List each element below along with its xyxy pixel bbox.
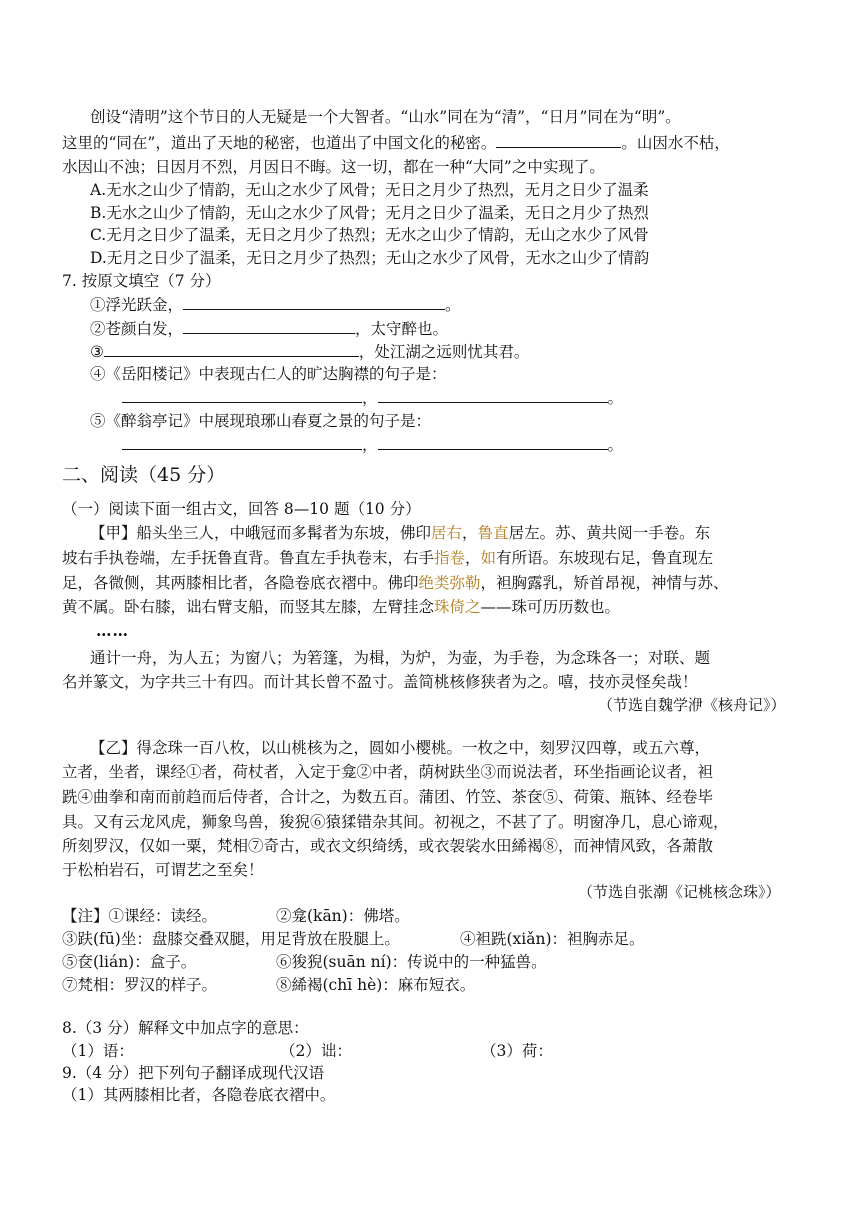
yi-source: （节选自张潮《记桃核念珠》）: [578, 883, 781, 901]
q6-option-c[interactable]: C.无月之日少了温柔，无日之月少了热烈；无水之山少了情韵，无山之水少了风骨: [90, 226, 649, 244]
q7-item-1-text: ①浮光跃金，: [90, 296, 184, 314]
reading-1-intro: （一）阅读下面一组古文，回答 8—10 题（10 分）: [62, 500, 421, 518]
q9-title: 9.（4 分）把下列句子翻译成现代汉语: [62, 1064, 325, 1082]
q6-para-line-1: 创设“清明”这个节日的人无疑是一个大智者。“山水”同在为“清”，“日月”同在为“明”。: [90, 108, 681, 126]
q7-blank-1[interactable]: [183, 294, 445, 310]
jia-text: ，袒胸露乳，矫首昂视，神情与苏、: [480, 574, 729, 592]
q7-blank-3[interactable]: [104, 341, 359, 357]
section-2-title: 二、阅读（45 分）: [62, 464, 226, 486]
q8-sub-1[interactable]: （1）语：: [62, 1042, 134, 1060]
note-6: ⑥狻猊(suān ní)：传说中的一种猛兽。: [276, 953, 547, 971]
q6-option-d[interactable]: D.无月之日少了温柔，无日之月少了热烈；无山之水少了风骨，无水之山少了情韵: [90, 249, 650, 267]
yi-line-3: 跣④曲拳和南而前趋而后侍者，合计之，为数五百。蒲团、竹笠、茶奁⑤、荷策、瓶钵、经卷毕: [62, 788, 714, 806]
jia-text: 有所语。东坡现右足，鲁直现左: [496, 549, 714, 567]
q8-title: 8.（3 分）解释文中加点字的意思：: [62, 1019, 309, 1037]
jia-line-3: [62, 573, 729, 593]
q7-item-1-end: 。: [445, 296, 461, 314]
yi-line-2: 立者，坐者，课经①者，荷杖者，入定于龛②中者，荫树趺坐③而说法者，环坐指画论议者，袒: [62, 763, 714, 781]
jia-highlight: 如: [480, 549, 497, 567]
jia-highlight: 珠倚之: [434, 598, 481, 616]
note-8: ⑧絺褐(chī hè)：麻布短衣。: [276, 976, 476, 994]
jia-text: 坡右手执卷端，左手抚鲁直背。鲁直左手执卷末，右手: [62, 549, 435, 567]
q7-item-2: [90, 318, 448, 339]
q8-sub-2[interactable]: （2）诎：: [280, 1042, 352, 1060]
jia-text: 足，各微侧，其两膝相比者，各隐卷底衣褶中。佛印: [62, 574, 419, 592]
q6-option-b[interactable]: B.无水之山少了情韵，无山之水少了风骨；无月之日少了温柔，无日之月少了热烈: [90, 204, 649, 222]
jia-highlight: 鲁直: [477, 524, 509, 542]
jia-line-2: [62, 548, 713, 568]
jia-highlight: 指卷: [434, 549, 466, 567]
yi-line-5: 所刻罗汉，仅如一粟，梵相⑦奇古，或衣文织绮绣，或衣袈裟水田絺褐⑧，而神情风致，各萧散: [62, 837, 714, 855]
jia-text: 【甲】船头坐三人，中峨冠而多髯者为东坡，佛印: [90, 524, 432, 542]
q7-item-3-text: ③: [90, 343, 104, 361]
jia-text: ——珠可历历数也。: [480, 598, 621, 616]
jia-p2-line-2: 名并篆文，为字共三十有四。而计其长曾不盈寸。盖简桃核修狭者为之。嘻，技亦灵怪矣哉！: [62, 673, 698, 691]
yi-line-4: 具。又有云龙风虎，狮象鸟兽，狻猊⑥猿猱错杂其间。初视之，不甚了了。明窗净几，息心谛观，: [62, 813, 729, 831]
jia-ellipsis: ……: [96, 621, 129, 640]
q6-answer-blank[interactable]: [496, 132, 621, 148]
note-1: 【注】①课经：读经。: [62, 907, 218, 925]
q7-comma-5: ，: [362, 436, 378, 454]
note-5: ⑤奁(lián)：盒子。: [62, 953, 197, 971]
q7-title: 7. 按原文填空（7 分）: [62, 272, 221, 290]
q6-para-line-3: 水因山不浊；日因月不烈，月因日不晦。这一切，都在一种“大同”之中实现了。: [62, 158, 605, 176]
note-3: ③趺(fū)坐：盘膝交叠双腿，用足背放在股腿上。: [62, 930, 400, 948]
q6-para-text-cont: 。山因水不枯，: [621, 134, 730, 152]
q6-para-text: 这里的“同在”，道出了天地的秘密，也道出了中国文化的秘密。: [62, 134, 497, 152]
note-4: ④袒跣(xiǎn)：袒胸赤足。: [460, 930, 645, 948]
q7-item-2-end: ，太守醉也。: [355, 320, 449, 338]
jia-line-1: [90, 523, 710, 543]
q7-blank-4b[interactable]: [378, 387, 608, 403]
q7-item-4-blanks: [122, 387, 623, 408]
jia-highlight: 绝类弥勒: [418, 574, 481, 592]
q7-item-2-text: ②苍颜白发，: [90, 320, 184, 338]
q7-item-5-blanks: [122, 434, 623, 455]
jia-text: 居左。苏、黄共阅一手卷。东: [508, 524, 711, 542]
q7-item-3: [90, 341, 529, 362]
q7-period-5: 。: [607, 436, 624, 454]
jia-source: （节选自魏学洢《核舟记》）: [598, 696, 786, 714]
jia-text: ，: [465, 549, 481, 567]
q7-item-3-end: ，处江湖之远则忧其君。: [358, 343, 530, 361]
jia-text: 黄不属。卧右膝，诎右臂支船，而竖其左膝，左臂挂念: [62, 598, 435, 616]
note-7: ⑦梵相：罗汉的样子。: [62, 976, 218, 994]
q7-blank-4a[interactable]: [122, 387, 362, 403]
jia-highlight: 居右: [431, 524, 463, 542]
q7-period-4: 。: [607, 389, 624, 407]
yi-line-1: 【乙】得念珠一百八枚，以山桃核为之，圆如小樱桃。一枚之中，刻罗汉四尊，或五六尊，: [90, 739, 711, 757]
q7-comma-4: ，: [362, 389, 378, 407]
q6-option-a[interactable]: A.无水之山少了情韵，无山之水少了风骨；无日之月少了热烈，无月之日少了温柔: [90, 181, 649, 199]
q6-para-line-2: [62, 132, 730, 153]
q7-item-1: [90, 294, 461, 315]
q7-blank-2[interactable]: [183, 318, 355, 334]
q7-item-5: ⑤《醉翁亭记》中展现琅琊山春夏之景的句子是：: [90, 412, 432, 430]
yi-line-6: 于松柏岩石，可谓艺之至矣！: [62, 861, 264, 879]
jia-line-4: [62, 597, 620, 617]
q9-sub-1: （1）其两膝相比者，各隐卷底衣褶中。: [62, 1086, 336, 1104]
q7-item-4: ④《岳阳楼记》中表现古仁人的旷达胸襟的句子是：: [90, 365, 447, 383]
q7-blank-5b[interactable]: [378, 434, 608, 450]
q8-sub-3[interactable]: （3）荷：: [481, 1042, 553, 1060]
jia-text: ，: [462, 524, 478, 542]
note-2: ②龛(kān)：佛塔。: [276, 907, 410, 925]
jia-p2-line-1: 通计一舟，为人五；为窗八；为箬篷，为楫，为炉，为壶，为手卷，为念珠各一；对联、题: [90, 649, 711, 667]
q7-blank-5a[interactable]: [122, 434, 362, 450]
